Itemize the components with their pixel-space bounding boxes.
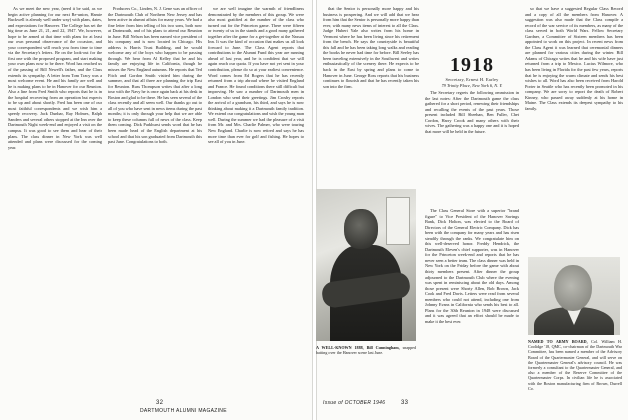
photo-caption-body: snapped batting over the Hanover scene last June. [316, 345, 416, 356]
right-column-1-text: that the Senior is personally more happy and his business is prospering. And we will add that we hear from him that the Senior is personally more happy than ever, with many news items of interest to all the Class. Judge Hubert Yale also writes from his home in Vermont where he has been living since his retirement from the bench. He says the countryside is beautiful this fall and he has been taking long walks and reading the books he never had time for before. Bill Seeley has been traveling extensively in the Southwest and writes enthusiastically of the scenery there. He expects to be back in the East by spring and plans to come to Hanover in June. George Ross reports that his business continues to flourish and that he has recently taken his son into the firm. [323, 6, 419, 89]
portrait-caption-body: Col. William H. Coolidge '18, QMC, co-chairman of the Dartmouth War Committee, has been named a member of the Advisory Board of the Quartermaster General, and will serve on the Quartermaster General's advisory council. He was formerly a consultant to the Quartermaster General, and also a member of the Reserve Committee of the Quartermaster Corps. In civilian life he is associated with the Boston manufacturing firm of Brown, Durrell Co. [528, 339, 622, 391]
right-column-2-text: The Class General Store with a superior "brand figure" to Vice President of the Hanover Savings Bank, Dick Holton, was elected to the Board of Directors of the General Electric Company. Dick has been with the company for many years and has risen steadily through the ranks. We congratulate him on this well-deserved honor. Freddy Hendrick, the Dartmouth Eleven's chief supporter, was in Hanover for the Princeton week-end and reports that he has never seen a better team. The class dinner was held in New York on the Friday before the game with about thirty members present. After dinner the group adjourned to the Dartmouth Club where the evening was spent in reminiscing about the old days. Among those present were Shorty Allen, Bob Brown, Jack Cook and Fred Davis. Letters were read from several members who could not attend, including one from Johnny Evans in California who sends his best to all. Plans for the 30th Reunion in 1948 were discussed and it was agreed that an effort should be made to make it the best ever. [425, 208, 519, 324]
portrait-caption-title: NAMED TO ARMY BOARD, [528, 339, 588, 344]
left-column-1 [8, 6, 102, 398]
issue-date: Issue of OCTOBER 1946 [323, 400, 386, 406]
photo-figure-head [344, 209, 378, 249]
class-year-heading: 1918 [450, 54, 494, 76]
photo-caption-title: A WELL-KNOWN 1888, Bill Cunningham, [316, 345, 400, 350]
right-column-2-intro: The Secretary regrets the following ommission in the last notes: After the Dartmouth game the class gathered for a short period, renewing their friendships and recalling the events of the past years. Those present included Bill Sheehan, Ben Fuller, Chet Cordon, Harry Crook and many others with their wives. The gathering was a happy one and it is hoped that more will be held in the future. [425, 90, 519, 134]
left-column-3 [208, 6, 304, 398]
class-secretary: Secretary, Ernest H. Earley [445, 77, 499, 82]
secretary-address: 79 Trinity Place, New York 6, N. Y. [441, 83, 503, 88]
left-column-2-text: Producers Co., Linden, N. J. Gene was an officer of the Dartmouth Club of Northern New Jersey and has been active in alumni affairs for many years. We had a fine letter from him telling of his two sons, both now at Dartmouth, and of his plans to attend our Reunion in June. Bill Nelson has been named vice president of his company and is now located in Chicago. His address is Harris Trust Building, and he would welcome any of the boys who happen to be passing through. We hear from Al Kelley that he and his family are enjoying life in California, though he misses the New England autumns. He reports that Ted Fitch and Gordon Smith visited him during the summer, and that all three are planning the trip East for Reunion. Russ Thompson writes that after a long tour with the Navy he is once again back at his desk in Boston and glad to be there. He has seen several of the class recently and all seem well. Our thanks go out to all of you who have sent in news items during the past months; it is only through your help that we are able to keep these columns full of news of the class. Keep them coming. Dick Parkhurst sends word that he has been made head of the English department at his school and that his son graduated from Dartmouth this past June. Congratulations to both. [108, 6, 202, 145]
coolidge-portrait [528, 257, 620, 335]
portrait-face [554, 265, 592, 311]
left-column-1-text: As we meet the new year, (need it be said, as we begin active planning for our next Re-union, Hamie Buckwell is already well under way) with plans, dates, and expectations for Hanover. The College has set the big time as June 21, 21, and 22, 1947. We, however, hope to be armed at that time with plans for at least our own personal observance of the occasion, and your correspondent will reach you from time to time via the Secretary's letters. Be on the look-out for the first one with the proposed program, and start making your own plans now to be there. Word has reached us of the passing of Bill Newell's father, and the Class extends its sympathy. A letter from Tom Tracy was a most welcome event. He and his family are well and he is making plans to be in Hanover for our Reunion. Also a line from Fred Smith who reports that he is in the hospital recovering from an operation but expects to be up and about shortly. Fred has been one of our most faithful correspondents and we wish him a speedy recovery. Jack Dunbar, Ray Holmes, Ralph Sanders and several others stopped at the Inn over the Dartmouth Night week-end and enjoyed a visit on the campus. It was good to see them and hear of their plans. The class dinner in New York was well attended and plans were discussed for the coming year. [8, 6, 102, 150]
right-column-3-text: so that we have a suggested Regular Class Record and a copy of all the members from Hanover. A suggestion was also made that the Class compile a record of the war service of its members, as many of the class served in both World Wars. Fellow Secretary Gardner, a Committee of Sixteen members has been appointed to work on this project. In recent news from the Class Agent it was learned that ceremonial dinners are planned for various cities during the winter. Bill Adams of Chicago writes that he and his wife have just returned from a trip to Mexico. Lucius Wilmore, who has been living in Florida for the past few years, reports that he is enjoying the warm climate and sends his best wishes to all. Word has also been received from Harold Porter in Seattle who has recently been promoted in his company. We are sorry to report the death of Robert Kinney, who passed away suddenly at his home in Maine. The Class extends its deepest sympathy to his family. [525, 6, 623, 111]
right-column-1 [323, 6, 419, 186]
photo-caption [316, 345, 416, 355]
left-column-3-text: we are well imagine the warmth of friendliness demonstrated by the members of this group. We were also most gratified at the number of the class who turned out for the Princeton game. There were fifteen or twenty of us in the stands and a good many gathered together after the game for a get-together at the Nassau Inn. It was the kind of occasion that makes us all look forward to June. The Class Agent reports that contributions to the Alumni Fund this year are running ahead of last year, and he is confident that we will again reach our quota. If you have not yet sent in your contribution, please do so at your earliest convenience. Word comes from Ed Rogers that he has recently returned from a trip abroad where he visited England and France. He found conditions there still difficult but improving. He saw a number of Dartmouth men in London who send their greetings. Jim Crosby reports the arrival of a grandson, his third, and says he is now thinking about making it a Dartmouth family tradition. We extend our congratulations and wish the young man well. During the summer we had the pleasure of a visit from Mr. and Mrs. Charlie Palmer, who were touring New England. Charlie is now retired and says he has more time than ever for golf and fishing. He hopes to see all of you in June. [208, 6, 304, 145]
left-column-2 [108, 6, 202, 398]
cunningham-photo [316, 189, 416, 341]
left-page-number: 32 [156, 400, 164, 406]
portrait-caption [528, 339, 622, 391]
left-page [0, 0, 313, 420]
photo-window [386, 197, 410, 245]
right-page-number: 33 [401, 400, 409, 406]
right-column-3 [525, 6, 623, 252]
publication-name: DARTMOUTH ALUMNI MAGAZINE [140, 408, 227, 414]
right-column-2 [425, 6, 519, 398]
